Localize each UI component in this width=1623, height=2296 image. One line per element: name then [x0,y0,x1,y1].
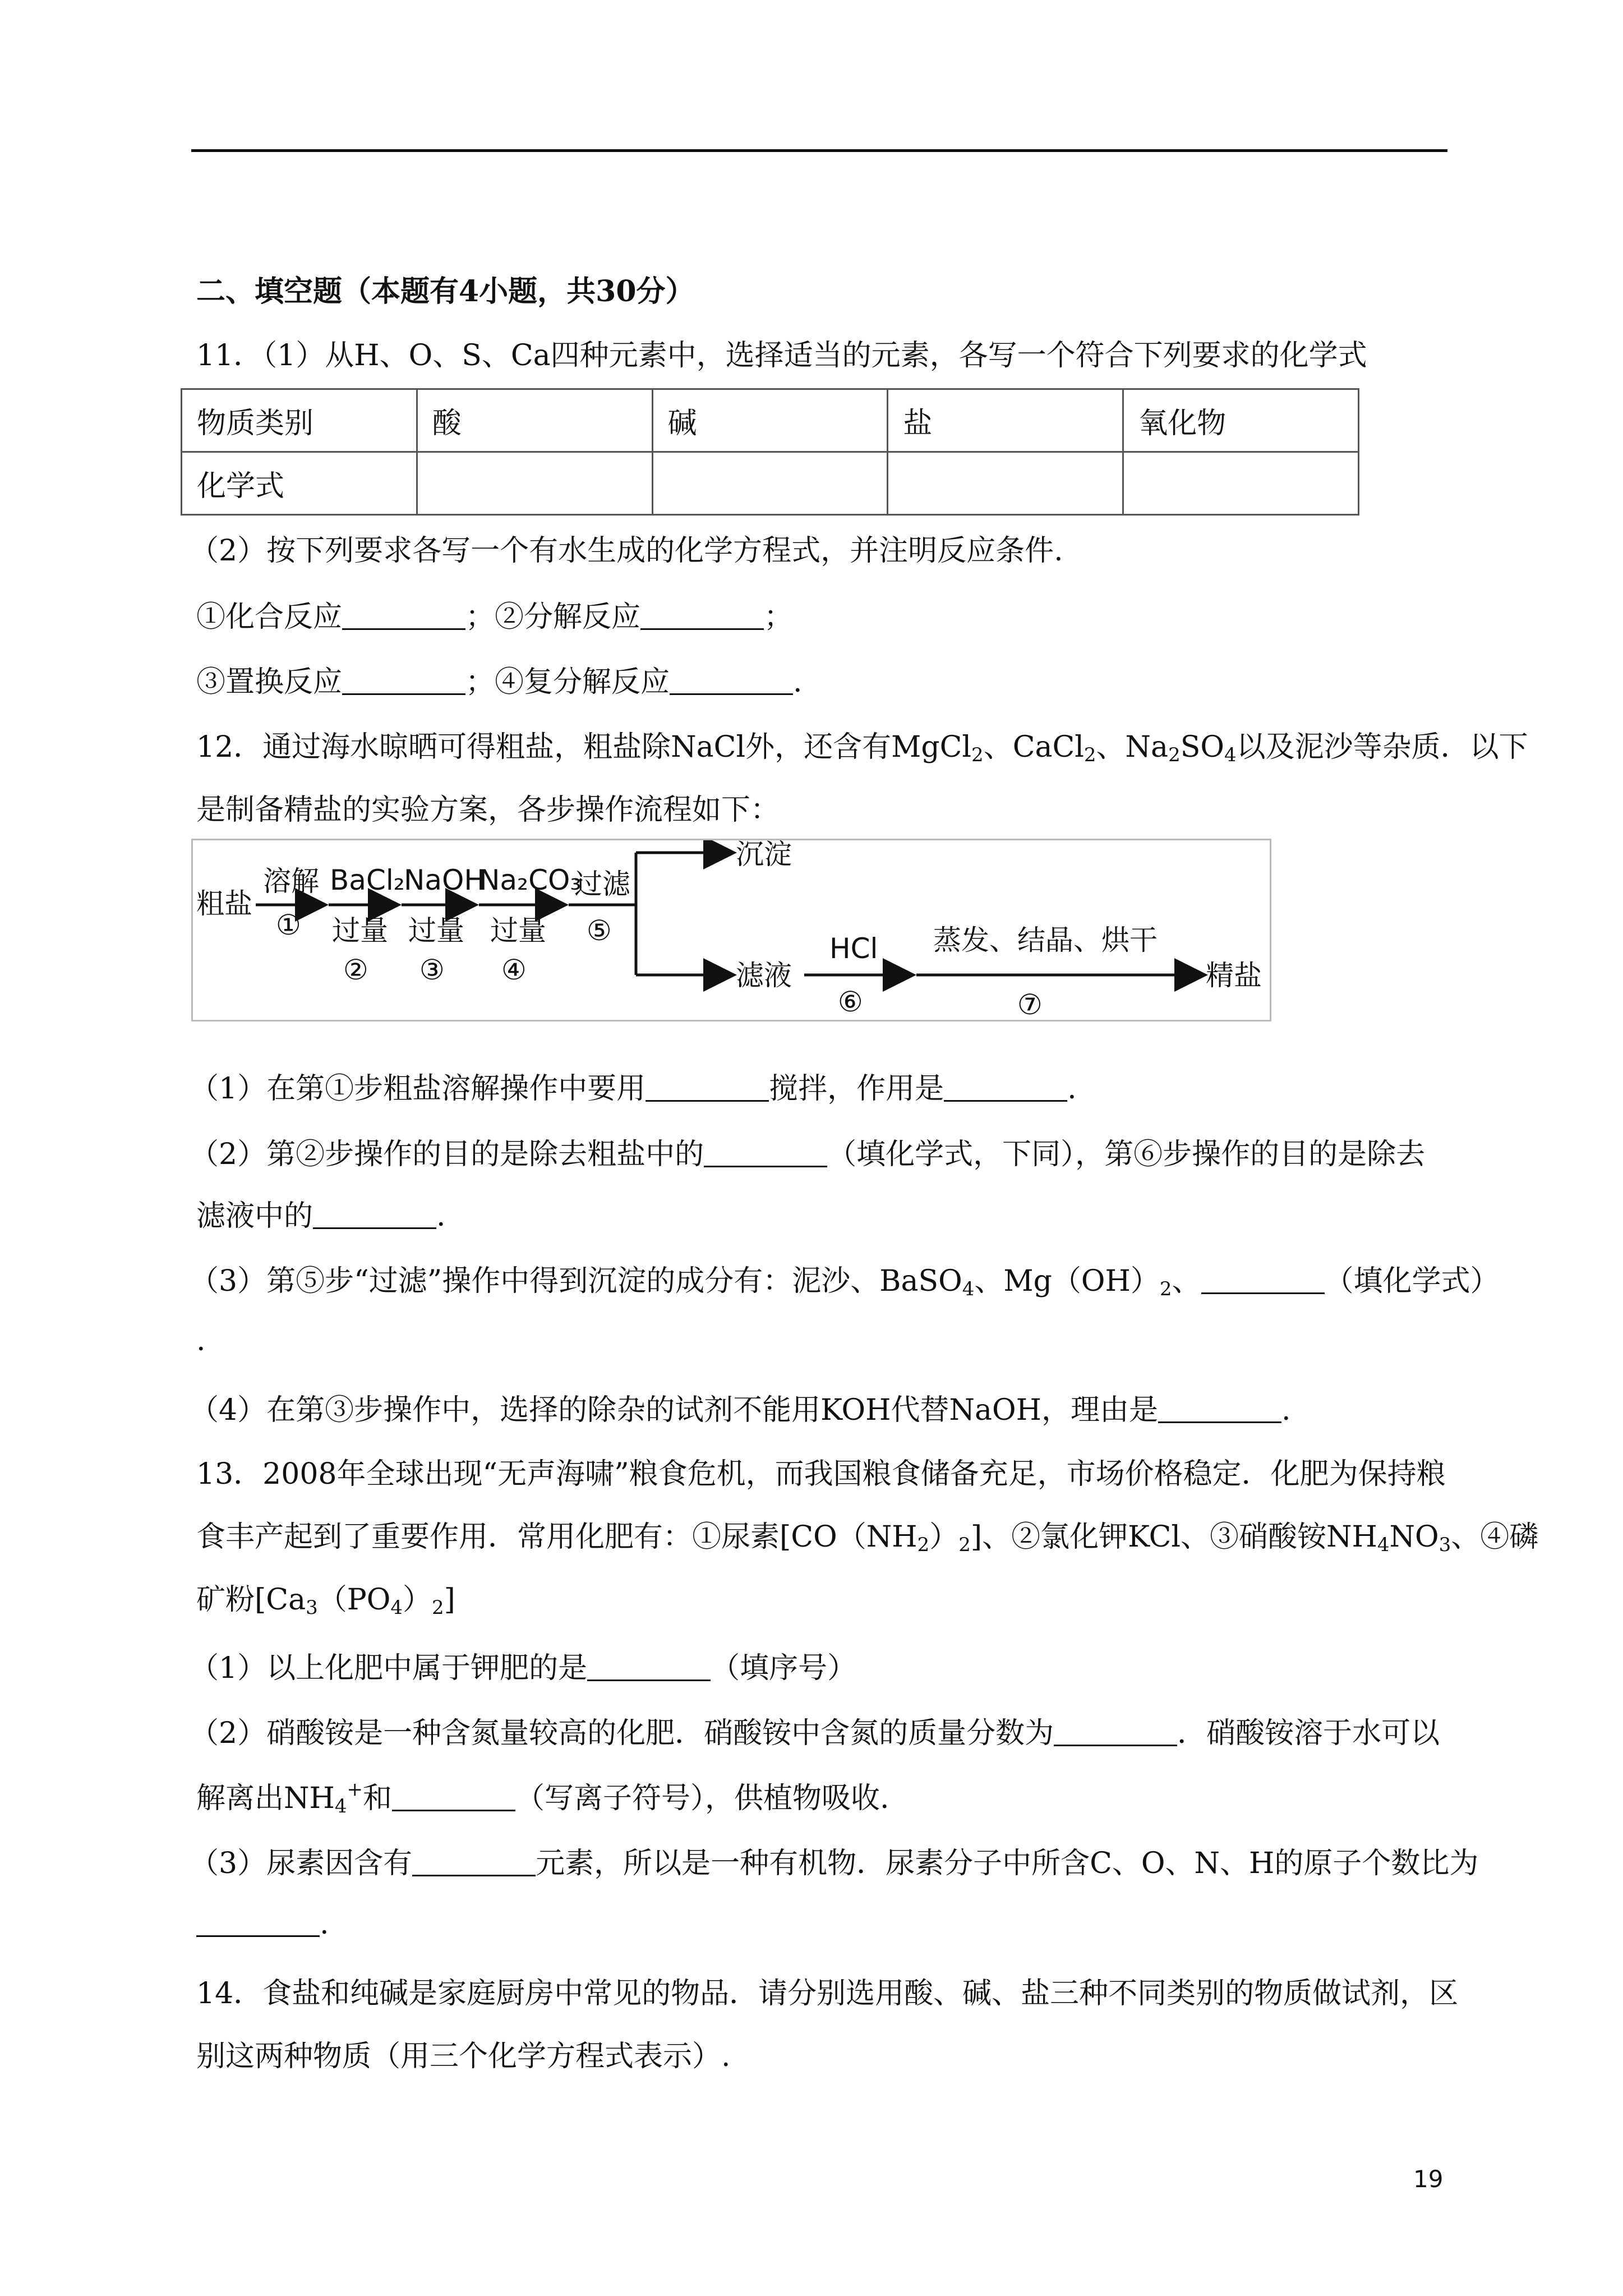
q13-line3 [196,1581,455,1619]
text: （填序号） [711,1651,857,1685]
text: 、 [1172,1264,1201,1298]
text: （1）在第①步粗盐溶解操作中要用 [190,1072,646,1106]
text: ①化合反应 [196,600,343,634]
answer-blank[interactable] [587,1657,711,1681]
table-cell: 氧化物 [1123,389,1359,452]
answer-blank[interactable] [645,1078,769,1102]
table-cell: 酸 [417,389,652,452]
text: SO [1180,730,1224,764]
text: （2）硝酸铵是一种含氮量较高的化肥．硝酸铵中含氮的质量分数为 [190,1717,1054,1750]
answer-cell[interactable] [417,452,652,515]
answer-blank[interactable] [342,606,465,630]
text: ；④复分解反应 [465,665,670,699]
subscript: 2 [1083,744,1096,766]
text: （2）第②步操作的目的是除去粗盐中的 [190,1138,704,1171]
salt-purification-flowchart [191,839,1271,1022]
subscript: 2 [1159,1278,1172,1300]
answer-blank[interactable] [313,1205,436,1229]
q13-part2-cont [196,1779,889,1818]
q12-part2 [190,1135,1425,1174]
answer-blank[interactable] [704,1143,827,1167]
subscript: 2 [971,744,984,766]
q13-line2 [196,1518,1538,1556]
answer-cell[interactable] [1123,452,1359,515]
step4-excess: 过量 [490,914,546,947]
text: ．硝酸铵溶于水可以 [1177,1717,1440,1750]
text: 元素，所以是一种有机物．尿素分子中所含C、O、N、H的原子个数比为 [536,1847,1479,1880]
step4-reagent: Na₂CO₃ [479,864,582,896]
q12-part3 [190,1262,1500,1300]
step5-label: 过滤 [574,868,630,900]
text: ]、②氯化钾KCl、③硝酸铵NH [970,1520,1377,1554]
step5-num: ⑤ [587,914,612,947]
answer-blank[interactable] [1054,1722,1177,1746]
step3-excess: 过量 [408,914,464,947]
text: ；②分解反应 [465,600,641,634]
q12-part3-cont: . [196,1324,206,1358]
step2-num: ② [343,954,368,986]
text: （3）第⑤步“过滤”操作中得到沉淀的成分有：泥沙、BaSO [190,1264,962,1298]
step7-num: ⑦ [1017,988,1043,1020]
step6-reagent: HCl [829,932,878,965]
answer-blank[interactable] [1158,1399,1281,1423]
table-cell: 物质类别 [182,389,417,452]
text: 、Mg（OH） [974,1264,1160,1298]
text: . [793,665,803,699]
answer-cell[interactable] [652,452,888,515]
subscript: 3 [306,1596,318,1619]
q11-reactions-row2 [196,663,803,701]
subscript: 2 [432,1596,444,1619]
answer-cell[interactable] [888,452,1123,515]
answer-blank[interactable] [196,1913,320,1937]
answer-blank[interactable] [640,606,764,630]
step1-label: 溶解 [263,865,319,898]
q13-part2 [190,1714,1440,1752]
text: 12．通过海水晾晒可得粗盐，粗盐除NaCl外，还含有MgCl [196,730,972,764]
text: ） [402,1583,432,1617]
text: NO [1389,1520,1439,1554]
text: （3）尿素因含有 [190,1847,413,1880]
step6-num: ⑥ [838,986,863,1018]
step3-num: ③ [419,954,445,986]
q12-part1 [190,1070,1077,1108]
text: （PO [317,1583,391,1617]
q14-line1: 14．食盐和纯碱是家庭厨房中常见的物品．请分别选用酸、碱、盐三种不同类别的物质做试剂，区 [196,1977,1459,2010]
step1-num: ① [276,909,301,941]
text: ； [764,600,794,634]
superscript: + [347,1778,363,1801]
q13-part3-cont [196,1905,329,1943]
q13-part3 [190,1844,1478,1883]
q13-line1: 13．2008年全球出现“无声海啸”粮食危机，而我国粮食储备充足，市场价格稳定．化肥为保持粮 [196,1457,1446,1491]
subscript: 4 [334,1795,347,1818]
text: 解离出NH [196,1782,335,1815]
text: 以及泥沙等杂质．以下 [1236,730,1528,764]
table-row [182,452,1359,515]
text: 和 [363,1782,393,1815]
subscript: 2 [1168,744,1181,766]
section-heading: 二、填空题（本题有4小题，共30分） [196,274,695,309]
answer-blank[interactable] [944,1078,1067,1102]
table-row [182,389,1359,452]
q11-table [181,388,1359,516]
subscript: 2 [958,1534,971,1556]
text: . [1067,1072,1077,1106]
end-label: 精盐 [1206,959,1262,992]
table-cell: 盐 [888,389,1123,452]
q11-reactions-row1 [196,598,793,636]
text: （填化学式） [1324,1264,1500,1298]
q11-intro: 11．（1）从H、O、S、Ca四种元素中，选择适当的元素，各写一个符合下列要求的化学式 [196,339,1367,372]
text: （1）以上化肥中属于钾肥的是 [190,1651,588,1685]
q12-line1 [196,728,1528,766]
text: 滤液中的 [196,1199,313,1233]
filtrate-label: 滤液 [736,959,792,992]
q12-part2-cont [196,1197,446,1235]
subscript: 4 [390,1596,403,1619]
table-cell: 化学式 [182,452,417,515]
text: （4）在第③步操作中，选择的除杂的试剂不能用KOH代替NaOH，理由是 [190,1393,1158,1427]
subscript: 4 [962,1278,975,1300]
text: 、CaCl [983,730,1084,764]
answer-blank[interactable] [392,1787,515,1811]
subscript: 4 [1377,1534,1390,1556]
flowchart-svg [193,840,1270,1020]
text: ] [444,1583,455,1617]
text: . [1281,1393,1291,1427]
answer-blank[interactable] [670,671,793,695]
text: ③置换反应 [196,665,343,699]
answer-blank[interactable] [342,671,465,695]
subscript: 4 [1224,744,1237,766]
step2-excess: 过量 [332,914,388,947]
subscript: 2 [917,1534,930,1556]
answer-blank[interactable] [412,1852,536,1876]
subscript: 3 [1438,1534,1451,1556]
step7-label: 蒸发、结晶、烘干 [933,924,1158,956]
text: 食丰产起到了重要作用．常用化肥有：①尿素[CO（NH [196,1520,917,1554]
text: （写离子符号），供植物吸收. [515,1782,889,1815]
text: . [320,1907,329,1941]
start-label: 粗盐 [196,887,252,920]
text: 、④磷 [1451,1520,1539,1554]
text: ） [929,1520,959,1554]
text: （填化学式，下同），第⑥步操作的目的是除去 [827,1138,1426,1171]
step3-reagent: NaOH [404,864,485,896]
page-number: 19 [1413,2165,1444,2193]
answer-blank[interactable] [1201,1270,1325,1294]
q13-part1 [190,1649,856,1687]
table-cell: 碱 [652,389,888,452]
q12-line2: 是制备精盐的实验方案，各步操作流程如下： [196,793,780,827]
header-rule [191,149,1447,152]
step2-reagent: BaCl₂ [330,864,405,896]
q11-part2: （2）按下列要求各写一个有水生成的化学方程式，并注明反应条件. [190,534,1063,568]
text: 矿粉[Ca [196,1583,306,1617]
step4-num: ④ [501,954,527,986]
text: 、Na [1096,730,1169,764]
q12-part4 [190,1391,1291,1429]
q14-line2: 别这两种物质（用三个化学方程式表示）. [196,2040,731,2073]
text: . [436,1199,446,1233]
precipitate-label: 沉淀 [736,840,792,871]
text: 搅拌，作用是 [769,1072,944,1106]
